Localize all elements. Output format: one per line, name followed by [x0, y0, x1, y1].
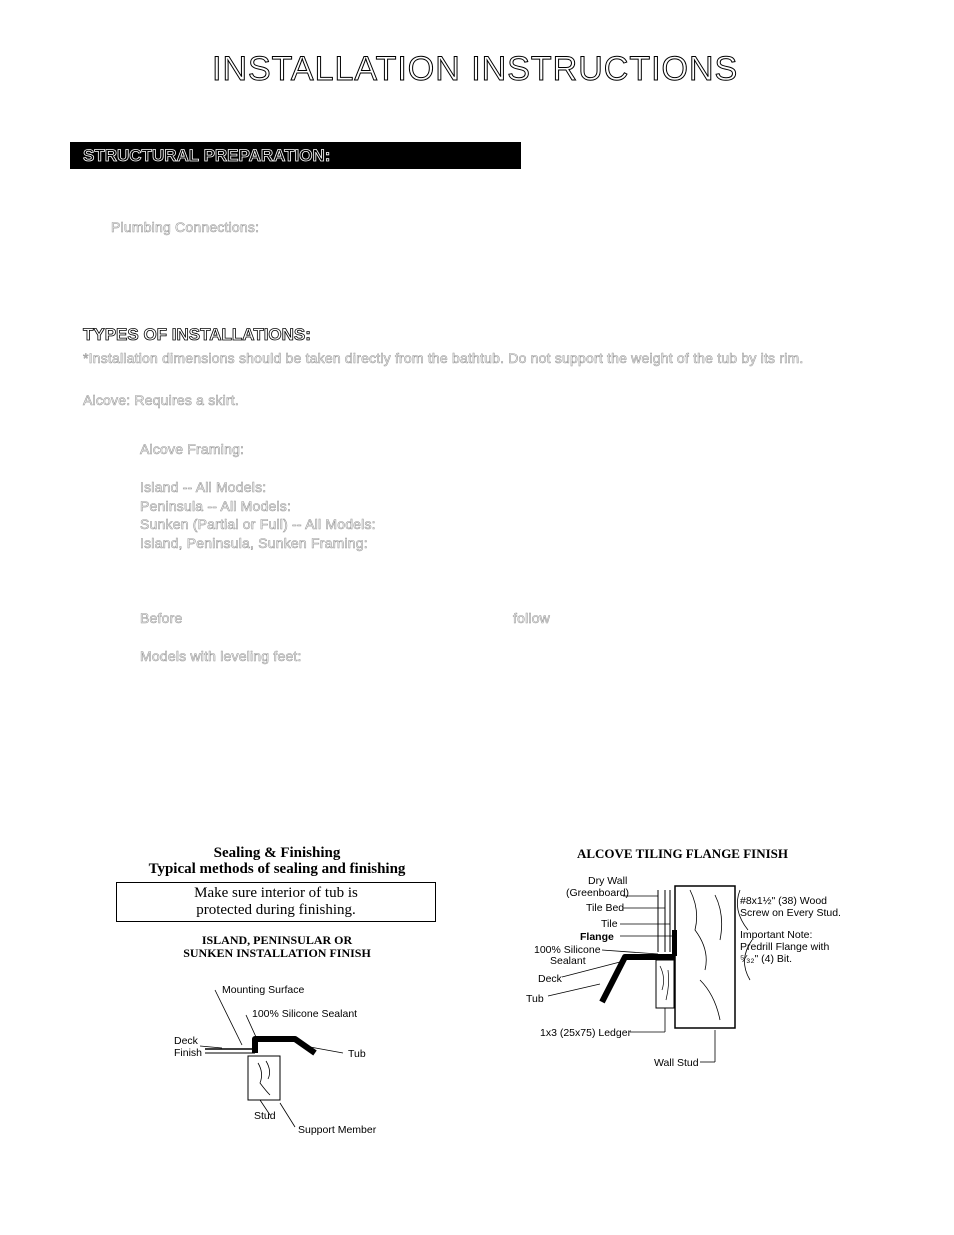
- support-member-shape: [248, 1056, 280, 1100]
- tub-leader: [548, 984, 600, 996]
- label-screw-1: #8x1½" (38) Wood: [740, 895, 827, 907]
- island-finish-diagram: [160, 975, 400, 1145]
- label-tub: Tub: [526, 993, 544, 1005]
- label-note-2: Predrill Flange with: [740, 941, 830, 953]
- label-sealant: Sealant: [550, 955, 586, 967]
- structural-heading: STRUCTURAL PREPARATION:: [83, 146, 331, 165]
- label-tile: Tile: [601, 918, 618, 930]
- deck-leader: [200, 1046, 222, 1048]
- label-tub: Tub: [348, 1048, 366, 1060]
- ledger-shape: [656, 960, 674, 1008]
- label-note-1: Important Note:: [740, 929, 813, 941]
- island-finish-title-2: SUNKEN INSTALLATION FINISH: [183, 946, 371, 960]
- tub-rim-shape: [255, 1039, 315, 1053]
- before-label: Before: [140, 610, 183, 626]
- label-stud: Stud: [254, 1110, 276, 1122]
- flange-shape: [672, 930, 677, 956]
- label-tile-bed: Tile Bed: [586, 902, 625, 914]
- label-greenboard: (Greenboard): [566, 887, 630, 899]
- label-wall-stud: Wall Stud: [654, 1057, 699, 1069]
- label-flange: Flange: [580, 931, 614, 943]
- label-screw-2: Screw on Every Stud.: [740, 907, 841, 919]
- mounting-leader: [215, 990, 242, 1045]
- warning-line-2: protected during finishing.: [196, 902, 356, 918]
- label-drywall: Dry Wall: [588, 875, 628, 887]
- label-silicone: 100% Silicone: [534, 944, 601, 956]
- island-finish-title-1: ISLAND, PENINSULAR OR: [201, 933, 353, 947]
- alcove-framing-label: Alcove Framing:: [140, 441, 245, 457]
- support-leader: [280, 1103, 295, 1127]
- label-note-3: ⁵⁄₃₂" (4) Bit.: [740, 953, 793, 965]
- peninsula-label: Peninsula -- All Models:: [140, 498, 292, 514]
- types-heading: TYPES OF INSTALLATIONS:: [83, 325, 311, 344]
- sealing-title: Sealing & Finishing: [213, 845, 341, 861]
- label-deck: Deck: [174, 1035, 198, 1047]
- alcove-figure-title: ALCOVE TILING FLANGE FINISH: [576, 846, 789, 861]
- finishing-warning-box: [116, 882, 436, 922]
- leveling-feet-label: Models with leveling feet:: [140, 648, 302, 664]
- alcove-flange-diagram: [520, 870, 850, 1075]
- sunken-label: Sunken (Partial or Full) -- All Models:: [140, 516, 376, 532]
- page-title: INSTALLATION INSTRUCTIONS: [212, 50, 739, 88]
- warning-line-1: Make sure interior of tub is: [194, 885, 358, 901]
- sealing-subtitle: Typical methods of sealing and finishing: [148, 861, 406, 877]
- label-finish: Finish: [174, 1047, 203, 1059]
- island-label: Island -- All Models:: [140, 479, 267, 495]
- wall-stud-shape: [675, 886, 735, 1028]
- follow-label: follow: [513, 610, 550, 626]
- label-support-member: Support Member: [298, 1124, 377, 1136]
- plumbing-connections-label: Plumbing Connections:: [111, 219, 260, 235]
- alcove-label: Alcove: Requires a skirt.: [83, 392, 239, 408]
- framing-label: Island, Peninsula, Sunken Framing:: [140, 535, 368, 551]
- label-silicone: 100% Silicone Sealant: [252, 1008, 358, 1020]
- label-ledger: 1x3 (25x75) Ledger: [540, 1027, 632, 1039]
- silicone-leader: [602, 950, 658, 954]
- label-deck: Deck: [538, 973, 562, 985]
- installation-note: *Installation dimensions should be taken directly from the bathtub. Do not support the weight of the tub by its rim.: [83, 350, 804, 366]
- label-mounting-surface: Mounting Surface: [222, 984, 305, 996]
